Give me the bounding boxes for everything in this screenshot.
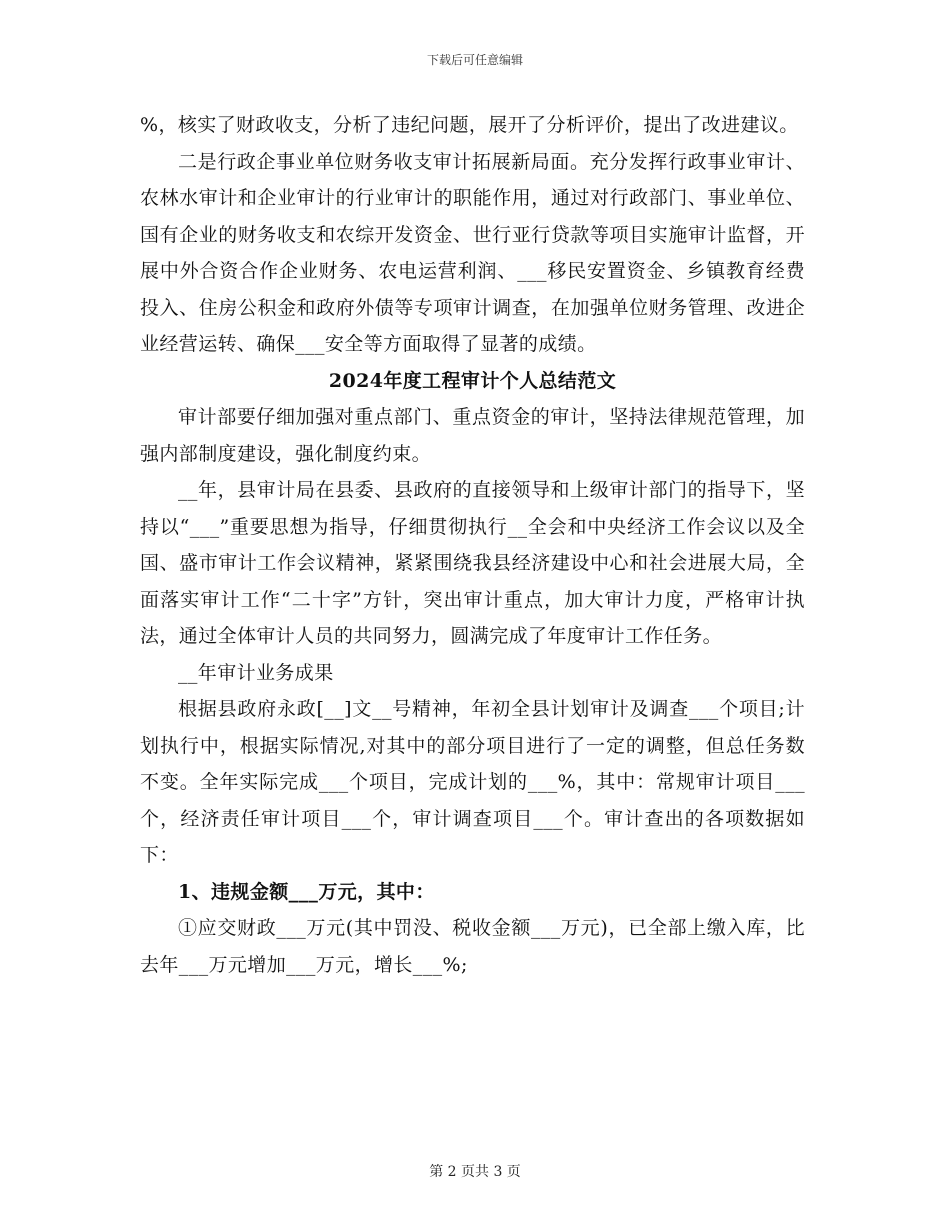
paragraph-intro: 审计部要仔细加强对重点部门、重点资金的审计，坚持法律规范管理，加强内部制度建设，强化制度约束。 [140, 406, 805, 465]
paragraph-annual-summary: __年，县审计局在县委、县政府的直接领导和上级审计部门的指导下，坚持以“___”重要思想为指导，仔细贯彻执行__全会和中央经济工作会议以及全国、盛市审计工作会议精神，紧紧围绕我县经济建设中心和社会进展大局，全面落实审计工作“二十字”方针，突出审计重点，加大审计力度，严格审计执法，通过全体审计人员的共同努力，圆满完成了年度审计工作任务。 [140, 479, 805, 647]
paragraph-continuation: %，核实了财政收支，分析了违纪问题，展开了分析评价，提出了改进建议。 [140, 114, 799, 136]
list-item-finance-payable: ①应交财政___万元(其中罚没、税收金额___万元)，已全部上缴入库，比去年___万元增加___万元，增长___%; [140, 917, 805, 976]
section-title: 2024年度工程审计个人总结范文 [328, 369, 617, 392]
document-body [140, 107, 805, 983]
page-header: 下载后可任意编辑 [426, 53, 523, 67]
page-footer: 第 2 页共 3 页 [429, 1164, 521, 1180]
list-item-violation-amount: 1、违规金额___万元，其中： [178, 880, 435, 903]
paragraph-audit-new-situation: 二是行政企事业单位财务收支审计拓展新局面。充分发挥行政事业审计、农林水审计和企业审计的行业审计的职能作用，通过对行政部门、事业单位、国有企业的财务收支和农综开发资金、世行亚行贷款等项目实施审计监督，开展中外合资合作企业财务、农电运营利润、___移民安置资金、乡镇教育经费投入、住房公积金和政府外债等专项审计调查，在加强单位财务管理、改进企业经营运转、确保___安全等方面取得了显著的成绩。 [140, 150, 805, 355]
paragraph-results-heading: __年审计业务成果 [178, 661, 334, 684]
paragraph-plan-execution: 根据县政府永政[__]文__号精神，年初全县计划审计及调查___个项目;计划执行中，根据实际情况,对其中的部分项目进行了一定的调整，但总任务数不变。全年实际完成___个项目，完成计划的___%，其中：常规审计项目___个，经济责任审计项目___个，审计调查项目___个。审计查出的各项数据如下： [140, 698, 805, 866]
